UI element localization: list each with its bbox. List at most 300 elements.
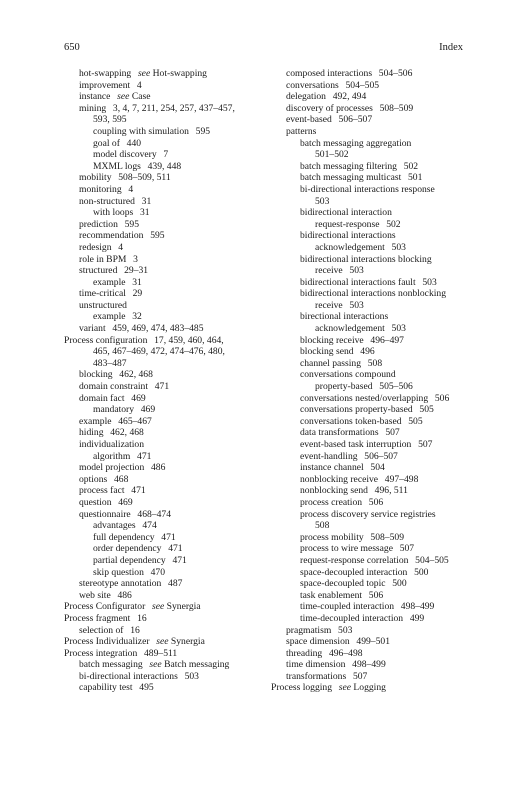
entry-pages: 505–506 xyxy=(379,381,413,393)
index-entry xyxy=(271,207,471,219)
entry-text: questionnaire xyxy=(79,508,131,520)
entry-pages: 4 xyxy=(136,79,142,91)
entry-pages: 508–509 xyxy=(370,531,404,543)
entry-text: stereotype annotation xyxy=(79,578,162,590)
entry-text: example xyxy=(93,276,126,288)
index-entry xyxy=(271,311,471,323)
entry-text: with loops xyxy=(93,207,134,219)
index-entry xyxy=(271,648,471,660)
entry-pages: 506 xyxy=(368,496,384,508)
entry-text: domain fact xyxy=(79,392,125,404)
see-reference-marker: see xyxy=(338,682,351,694)
entry-pages: 505 xyxy=(408,415,423,427)
entry-text: blocking receive xyxy=(300,334,364,346)
index-entry xyxy=(64,613,269,625)
entry-pages: 31 xyxy=(141,195,152,207)
index-entry xyxy=(64,509,269,521)
index-entry xyxy=(271,254,471,266)
index-entry xyxy=(64,578,269,590)
entry-pages: 471 xyxy=(172,554,187,566)
entry-text: prediction xyxy=(79,218,118,230)
running-title: Index xyxy=(439,42,463,53)
entry-text: Process integration xyxy=(64,647,138,659)
index-entry xyxy=(271,485,471,497)
index-entry xyxy=(271,613,471,625)
entry-pages: 502 xyxy=(386,218,401,230)
entry-text: options xyxy=(79,473,108,485)
entry-text: domain constraint xyxy=(79,381,149,393)
entry-text: non-structured xyxy=(79,195,135,207)
entry-text: process creation xyxy=(300,496,363,508)
index-entry xyxy=(271,416,471,428)
index-entry xyxy=(64,404,269,416)
entry-text: model projection xyxy=(79,462,145,474)
entry-text: instance channel xyxy=(300,462,364,474)
entry-pages: 439, 448 xyxy=(147,160,182,172)
index-entry xyxy=(64,230,269,242)
index-entry xyxy=(271,462,471,474)
entry-pages: 4 xyxy=(118,241,124,253)
entry-text: birectional interactions xyxy=(300,311,389,323)
index-entry xyxy=(64,265,269,277)
index-entry xyxy=(64,184,269,196)
entry-text: bidirectional interactions blocking xyxy=(300,253,432,265)
index-entry xyxy=(64,671,269,683)
entry-pages: 507 xyxy=(352,670,368,682)
entry-text: bidirectional interactions nonblocking xyxy=(300,288,447,300)
entry-pages: 504–505 xyxy=(345,79,380,91)
entry-text: task enablement xyxy=(300,589,363,601)
entry-pages: 462, 468 xyxy=(110,427,144,439)
index-entry xyxy=(271,671,471,683)
entry-pages: 471 xyxy=(168,543,183,555)
entry-text: discovery of processes xyxy=(286,102,373,114)
entry-pages: 500 xyxy=(392,578,407,590)
index-entry xyxy=(271,369,471,381)
see-reference-marker: see xyxy=(117,91,130,103)
entry-pages: 495 xyxy=(139,682,154,694)
index-entry xyxy=(271,277,471,289)
entry-pages: 487 xyxy=(168,578,183,590)
index-entry xyxy=(64,103,269,115)
entry-text: space-decoupled topic xyxy=(300,578,386,590)
entry-pages: 474 xyxy=(142,520,157,532)
entry-pages: 504–505 xyxy=(415,554,449,566)
entry-text: advantages xyxy=(93,520,136,532)
see-reference-marker: see xyxy=(152,601,165,613)
entry-text: nonblocking receive xyxy=(300,473,379,485)
entry-text: receive xyxy=(315,265,343,277)
entry-text: conversations property-based xyxy=(300,404,413,416)
entry-pages: 508–509, 511 xyxy=(118,172,171,184)
entry-text: bi-directional interactions response xyxy=(300,183,435,195)
entry-text: bi-directional interactions xyxy=(79,670,178,682)
entry-pages: 468–474 xyxy=(137,508,171,520)
entry-text: space dimension xyxy=(286,636,350,648)
entry-text: unstructured xyxy=(79,299,127,311)
index-entry xyxy=(64,219,269,231)
entry-text: order dependency xyxy=(93,543,162,555)
index-entry xyxy=(64,416,269,428)
entry-text: hot-swapping xyxy=(79,68,132,79)
entry-text: event-based task interruption xyxy=(300,439,412,450)
index-entry xyxy=(64,254,269,266)
entry-pages: 498–499 xyxy=(400,601,435,613)
entry-text: question xyxy=(79,496,112,508)
entry-text: process mobility xyxy=(300,531,364,543)
index-entry xyxy=(271,636,471,648)
entry-text: request-response xyxy=(315,218,380,230)
entry-text: Process logging xyxy=(271,682,333,694)
entry-pages: 486 xyxy=(117,589,132,601)
see-reference-target: Synergia xyxy=(170,636,205,648)
index-entry xyxy=(271,590,471,602)
index-entry xyxy=(271,625,471,637)
entry-pages: 506–507 xyxy=(338,114,373,126)
index-entry xyxy=(64,427,269,439)
entry-text: 483–487 xyxy=(93,357,127,369)
entry-pages: 31 xyxy=(139,207,150,219)
entry-text: nonblocking send xyxy=(300,485,368,497)
entry-pages: 503 xyxy=(422,276,437,288)
entry-pages: 29 xyxy=(132,288,143,300)
entry-text: conversations token-based xyxy=(300,415,402,427)
index-entry xyxy=(271,103,471,115)
entry-text: time-critical xyxy=(79,288,126,300)
entry-text: 593, 595 xyxy=(93,114,127,126)
entry-pages: 503 xyxy=(338,624,353,636)
index-entry-continuation xyxy=(271,381,471,393)
index-entry xyxy=(64,625,269,637)
entry-text: batch messaging xyxy=(79,659,143,671)
entry-pages: 29–31 xyxy=(124,265,149,277)
entry-text: process to wire message xyxy=(300,543,393,555)
index-entry xyxy=(64,590,269,602)
entry-text: hiding xyxy=(79,427,104,439)
entry-pages: 595 xyxy=(195,125,211,137)
entry-text: model discovery xyxy=(93,149,157,161)
entry-text: improvement xyxy=(79,79,131,91)
entry-text: example xyxy=(93,311,126,323)
entry-text: 508 xyxy=(315,520,330,532)
entry-text: batch messaging aggregation xyxy=(300,137,412,149)
index-entry-continuation xyxy=(271,196,471,208)
index-entry-continuation xyxy=(271,149,471,161)
entry-text: mining xyxy=(79,102,107,114)
entry-text: mandatory xyxy=(93,404,135,416)
entry-text: bidirectional interactions xyxy=(300,230,396,242)
index-entry xyxy=(271,393,471,405)
see-reference-target: Case xyxy=(131,91,151,103)
entry-pages: 17, 459, 460, 464, xyxy=(154,334,224,346)
index-entry xyxy=(64,648,269,660)
see-reference-marker: see xyxy=(156,636,169,648)
index-entry xyxy=(271,578,471,590)
index-entry xyxy=(271,288,471,300)
entry-pages: 3 xyxy=(133,253,138,265)
index-entry xyxy=(64,601,269,613)
index-entry xyxy=(271,509,471,521)
entry-text: full dependency xyxy=(93,531,155,543)
entry-text: conversations xyxy=(286,79,339,91)
index-entry xyxy=(64,485,269,497)
index-entry xyxy=(64,311,269,323)
entry-text: monitoring xyxy=(79,183,122,195)
entry-text: MXML logs xyxy=(93,160,141,172)
index-entry-continuation xyxy=(64,114,269,126)
index-entry xyxy=(64,682,269,694)
index-entry xyxy=(271,230,471,242)
page-number: 650 xyxy=(64,42,80,53)
entry-pages: 506–507 xyxy=(364,450,398,462)
index-entry xyxy=(271,161,471,173)
index-entry xyxy=(64,288,269,300)
index-column-left xyxy=(64,68,269,694)
index-entry xyxy=(271,68,471,80)
entry-text: batch messaging multicast xyxy=(300,172,402,184)
index-entry xyxy=(271,138,471,150)
entry-pages: 497–498 xyxy=(384,473,419,485)
entry-text: blocking xyxy=(79,369,113,381)
see-reference-target: Synergia xyxy=(166,601,201,613)
index-entry-continuation xyxy=(64,358,269,370)
index-entry xyxy=(271,682,471,694)
index-entry xyxy=(64,335,269,347)
index-entry-continuation xyxy=(271,520,471,532)
entry-pages: 499 xyxy=(409,612,425,624)
index-entry xyxy=(271,91,471,103)
entry-text: Process Configurator xyxy=(64,601,146,613)
index-entry xyxy=(64,532,269,544)
index-entry xyxy=(64,126,269,138)
running-header xyxy=(64,41,463,55)
index-entry xyxy=(64,555,269,567)
entry-pages: 492, 494 xyxy=(332,91,367,103)
see-reference-target: Hot-swapping xyxy=(152,68,207,79)
index-entry-continuation xyxy=(271,265,471,277)
index-entry xyxy=(271,427,471,439)
index-entry xyxy=(64,451,269,463)
index-entry xyxy=(271,346,471,358)
index-entry xyxy=(64,172,269,184)
entry-pages: 595 xyxy=(150,230,165,242)
index-entry xyxy=(64,138,269,150)
index-entry xyxy=(64,91,269,103)
entry-text: selection of xyxy=(79,624,124,636)
entry-pages: 462, 468 xyxy=(119,369,153,381)
entry-pages: 469 xyxy=(140,404,156,416)
entry-pages: 459, 469, 474, 483–485 xyxy=(112,323,204,335)
index-entry xyxy=(64,242,269,254)
entry-pages: 505 xyxy=(419,404,434,416)
entry-text: conversations compound xyxy=(300,369,396,381)
index-entry-continuation xyxy=(271,323,471,335)
entry-text: structured xyxy=(79,265,118,277)
entry-text: 503 xyxy=(315,195,330,207)
index-entry xyxy=(64,68,269,80)
see-reference-marker: see xyxy=(149,659,162,671)
entry-text: process discovery service registries xyxy=(300,508,436,520)
index-entry xyxy=(271,404,471,416)
entry-text: composed interactions xyxy=(286,68,373,79)
entry-pages: 7 xyxy=(163,149,169,161)
entry-text: acknowledgement xyxy=(315,323,385,335)
entry-text: capability test xyxy=(79,682,133,694)
entry-text: goal of xyxy=(93,137,120,149)
entry-pages: 4 xyxy=(128,183,134,195)
index-entry xyxy=(64,474,269,486)
entry-pages: 508–509 xyxy=(379,102,414,114)
entry-pages: 496–498 xyxy=(328,647,363,659)
entry-text: time dimension xyxy=(286,659,346,671)
index-entry xyxy=(64,196,269,208)
entry-pages: 471 xyxy=(137,450,152,462)
index-entry xyxy=(64,636,269,648)
entry-pages: 502 xyxy=(403,160,419,172)
entry-pages: 440 xyxy=(126,137,142,149)
entry-text: property-based xyxy=(315,381,373,393)
entry-pages: 471 xyxy=(131,485,146,497)
see-reference-target: Batch messaging xyxy=(164,659,230,671)
index-entry xyxy=(64,207,269,219)
entry-text: coupling with simulation xyxy=(93,125,189,137)
entry-text: pragmatism xyxy=(286,624,332,636)
entry-text: conversations nested/overlapping xyxy=(300,392,429,404)
entry-text: role in BPM xyxy=(79,253,127,265)
index-entry xyxy=(271,532,471,544)
index-entry-continuation xyxy=(64,346,269,358)
entry-pages: 499–501 xyxy=(356,636,390,648)
entry-text: variant xyxy=(79,323,106,335)
entry-pages: 465–467 xyxy=(118,415,152,427)
entry-text: recommendation xyxy=(79,230,144,242)
index-entry xyxy=(64,659,269,671)
entry-text: time-decoupled interaction xyxy=(300,612,404,624)
entry-pages: 469 xyxy=(118,496,133,508)
entry-text: instance xyxy=(79,91,111,103)
index-entry xyxy=(271,497,471,509)
entry-pages: 16 xyxy=(137,612,147,624)
index-entry xyxy=(271,335,471,347)
index-entry xyxy=(64,567,269,579)
entry-text: 501–502 xyxy=(315,149,349,161)
index-entry xyxy=(271,126,471,138)
entry-text: request-response correlation xyxy=(300,554,409,566)
index-entry xyxy=(64,381,269,393)
index-entry xyxy=(64,369,269,381)
entry-pages: 503 xyxy=(349,265,364,277)
entry-text: mobility xyxy=(79,172,112,184)
entry-text: time-coupled interaction xyxy=(300,601,395,613)
entry-pages: 507 xyxy=(385,427,400,439)
entry-text: example xyxy=(79,415,112,427)
entry-pages: 504 xyxy=(370,462,385,474)
entry-text: threading xyxy=(286,647,323,659)
see-reference-target: Logging xyxy=(353,682,386,694)
index-entry xyxy=(64,323,269,335)
index-entry xyxy=(271,543,471,555)
entry-text: process fact xyxy=(79,485,125,497)
entry-text: receive xyxy=(315,299,343,311)
entry-pages: 31 xyxy=(132,276,142,288)
entry-text: delegation xyxy=(286,91,326,103)
index-entry xyxy=(271,474,471,486)
index-entry xyxy=(271,601,471,613)
entry-pages: 469 xyxy=(131,392,146,404)
entry-text: redesign xyxy=(79,241,112,253)
entry-text: space-decoupled interaction xyxy=(300,566,408,578)
entry-text: data transformations xyxy=(300,427,379,439)
index-entry xyxy=(271,358,471,370)
index-entry xyxy=(64,543,269,555)
entry-pages: 496 xyxy=(360,346,375,358)
entry-text: 465, 467–469, 472, 474–476, 480, xyxy=(93,346,225,358)
index-entry xyxy=(64,439,269,451)
index-entry xyxy=(64,300,269,312)
entry-text: web site xyxy=(79,589,111,601)
entry-pages: 595 xyxy=(124,218,140,230)
index-entry xyxy=(271,451,471,463)
index-entry xyxy=(271,80,471,92)
entry-text: algorithm xyxy=(93,450,131,462)
entry-pages: 506 xyxy=(368,589,384,601)
entry-text: bidirectional interactions fault xyxy=(300,276,416,288)
entry-pages: 503 xyxy=(184,670,199,682)
entry-pages: 498–499 xyxy=(352,659,386,671)
entry-text: individualization xyxy=(79,439,145,450)
index-entry xyxy=(271,439,471,451)
entry-pages: 504–506 xyxy=(378,68,413,79)
entry-pages: 3, 4, 7, 211, 254, 257, 437–457, xyxy=(112,102,235,114)
entry-pages: 468 xyxy=(113,473,129,485)
entry-pages: 471 xyxy=(154,381,170,393)
entry-pages: 489–511 xyxy=(144,647,178,659)
entry-pages: 471 xyxy=(161,531,176,543)
index-entry xyxy=(64,462,269,474)
index-entry-continuation xyxy=(271,300,471,312)
index-entry xyxy=(64,393,269,405)
entry-text: event-handling xyxy=(300,450,358,462)
entry-pages: 32 xyxy=(132,311,142,323)
index-entry xyxy=(64,161,269,173)
entry-text: Process fragment xyxy=(64,612,131,624)
index-entry xyxy=(64,277,269,289)
index-entry xyxy=(271,114,471,126)
entry-text: acknowledgement xyxy=(315,241,385,253)
index-entry xyxy=(271,184,471,196)
entry-pages: 503 xyxy=(391,323,406,335)
index-entry xyxy=(64,80,269,92)
entry-text: blocking send xyxy=(300,346,354,358)
index-entry xyxy=(271,659,471,671)
entry-pages: 507 xyxy=(418,439,433,450)
entry-pages: 486 xyxy=(151,462,166,474)
entry-pages: 501 xyxy=(407,172,423,184)
entry-text: skip question xyxy=(93,566,144,578)
entry-text: batch messaging filtering xyxy=(300,160,397,172)
entry-text: patterns xyxy=(286,125,317,137)
entry-text: bidirectional interaction xyxy=(300,207,392,219)
entry-pages: 496, 511 xyxy=(374,485,408,497)
index-column-right xyxy=(271,68,471,694)
entry-pages: 496–497 xyxy=(370,334,404,346)
index-entry-continuation xyxy=(271,219,471,231)
entry-pages: 16 xyxy=(130,624,140,636)
index-entry xyxy=(271,567,471,579)
entry-pages: 503 xyxy=(349,299,364,311)
see-reference-marker: see xyxy=(137,68,151,79)
entry-pages: 503 xyxy=(391,241,406,253)
